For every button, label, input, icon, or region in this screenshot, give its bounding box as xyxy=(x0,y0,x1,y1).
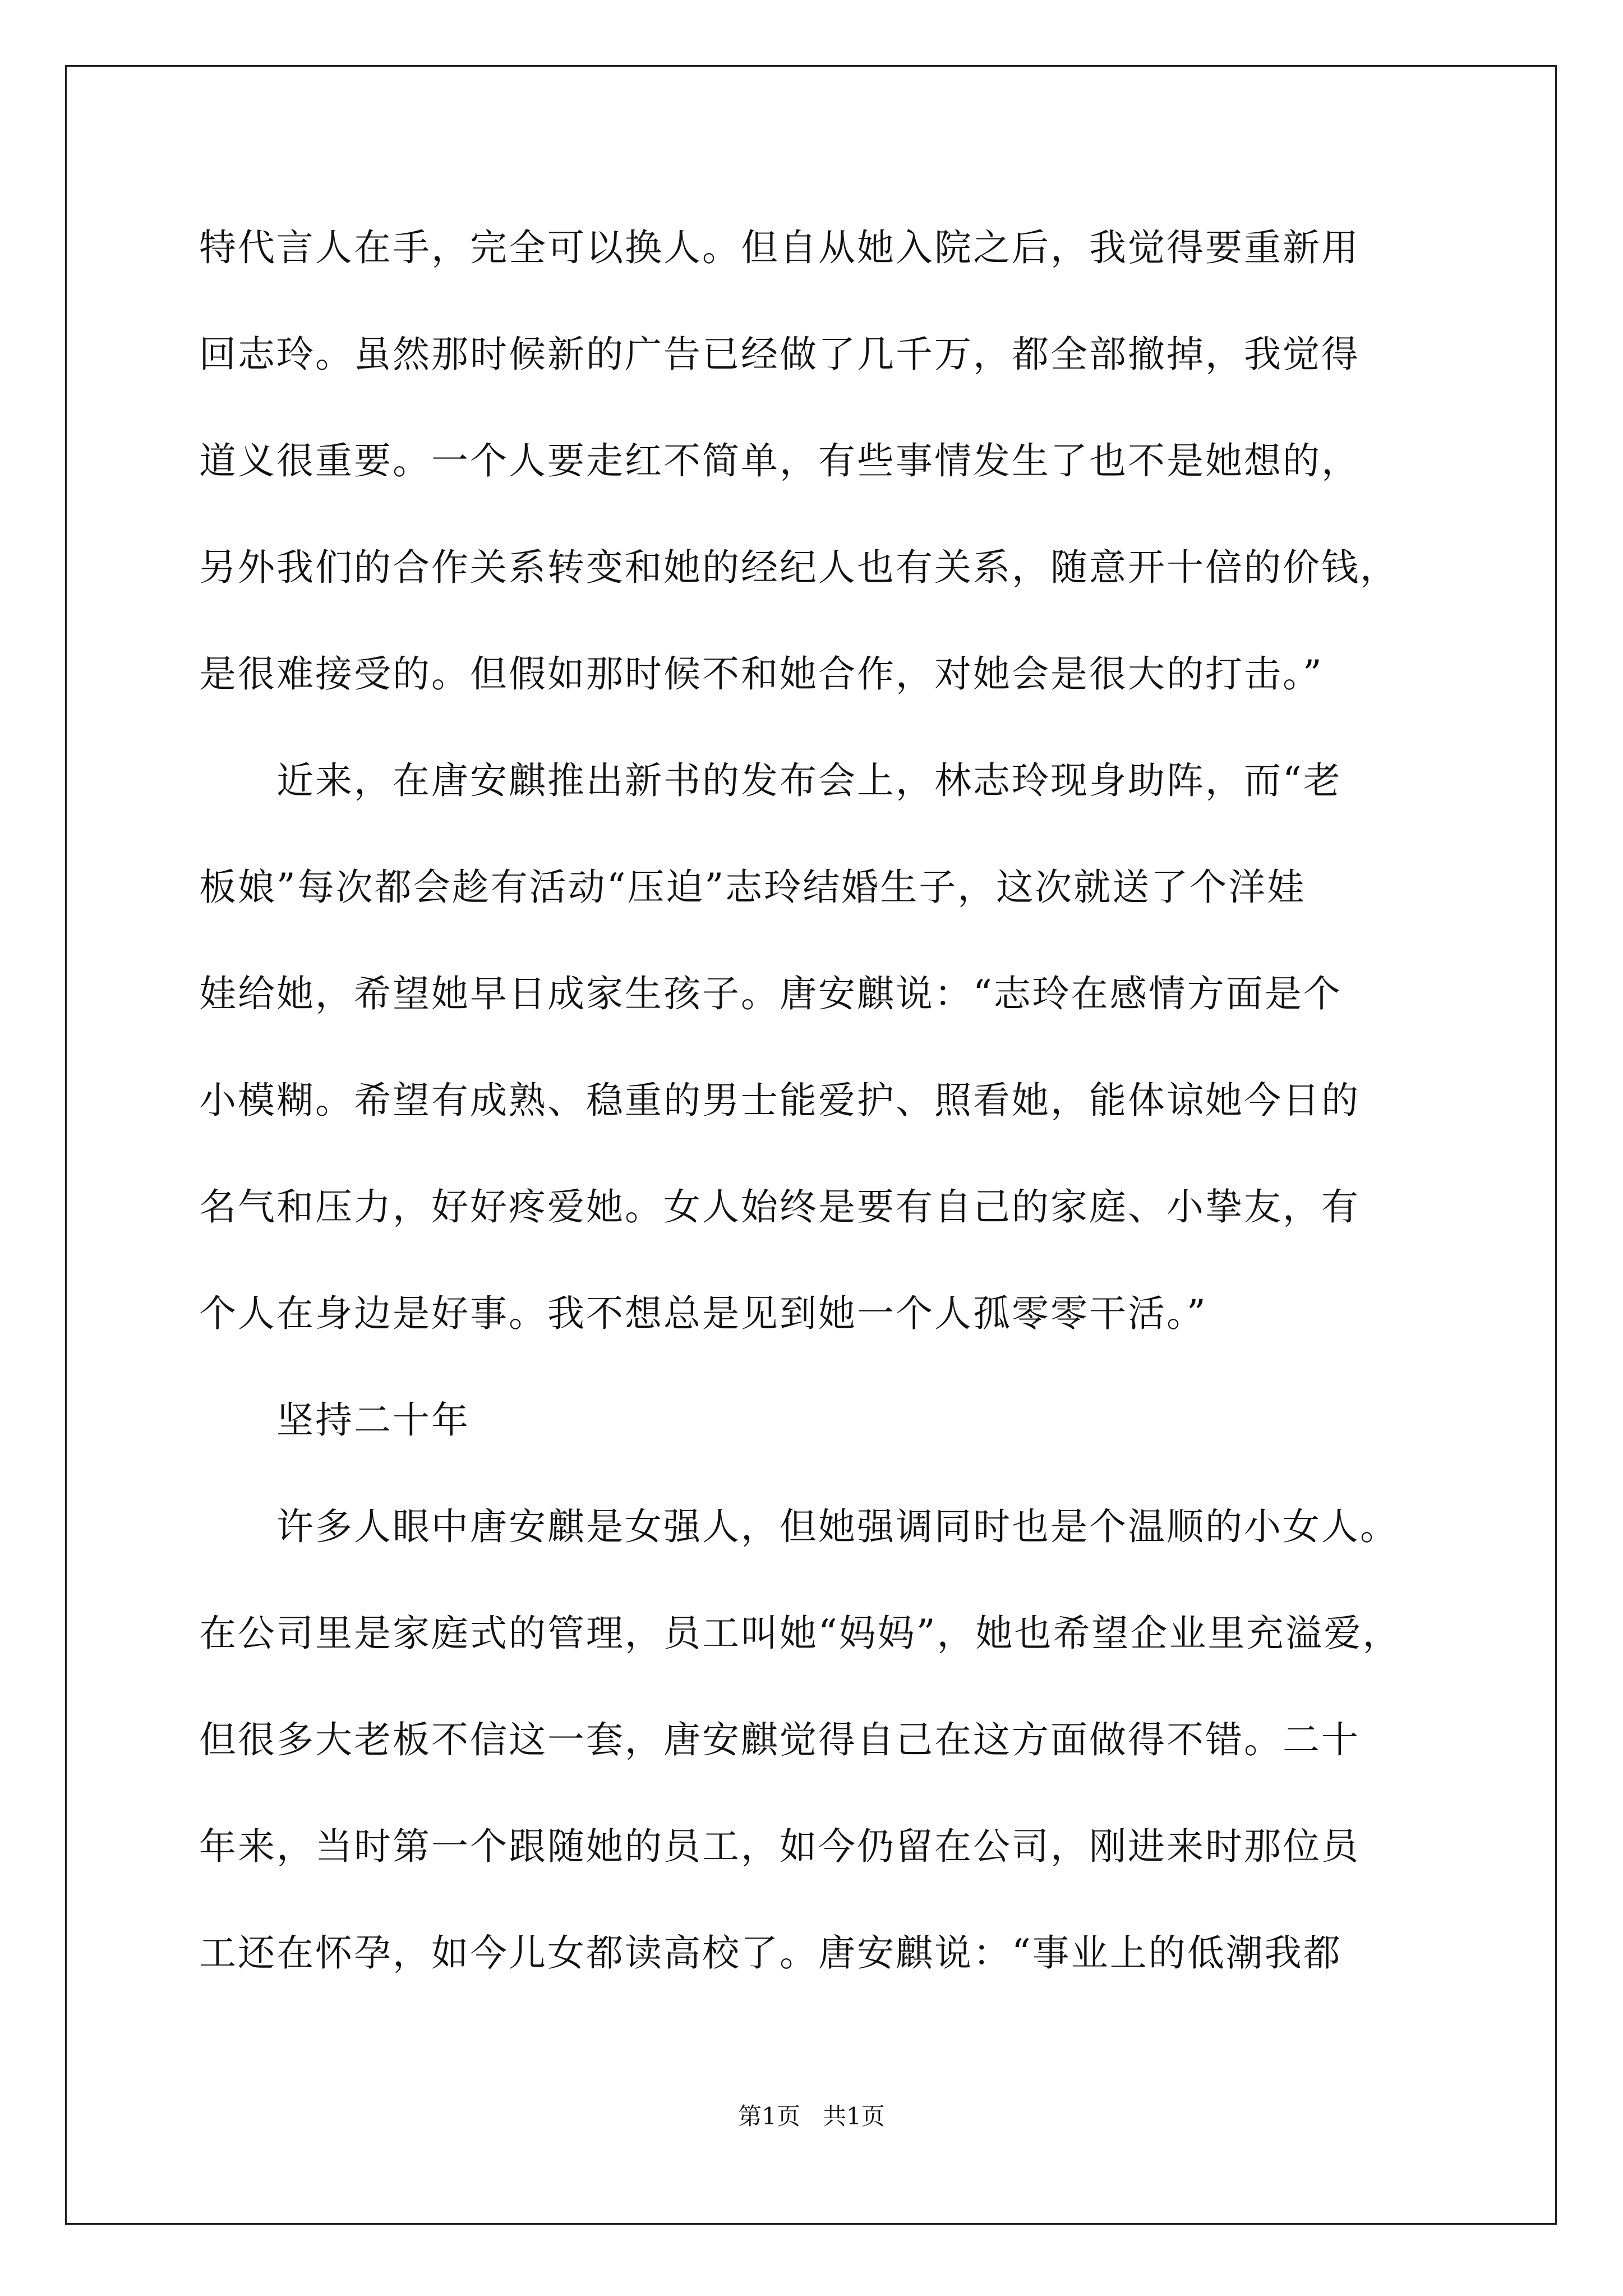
body-text-line: 工还在怀孕，如今儿女都读高校了。唐安麒说：“事业上的低潮我都 xyxy=(199,1931,1342,1975)
page-border xyxy=(65,65,1557,2225)
body-text-line: 名气和压力，好好疼爱她。女人始终是要有自己的家庭、小挚友，有 xyxy=(199,1185,1360,1228)
body-text-line: 道义很重要。一个人要走红不简单，有些事情发生了也不是她想的， xyxy=(199,439,1360,482)
body-text-line: 娃给她，希望她早日成家生孩子。唐安麒说：“志玲在感情方面是个 xyxy=(199,972,1342,1015)
body-text-line: 小模糊。希望有成熟、稳重的男士能爱护、照看她，能体谅她今日的 xyxy=(199,1079,1360,1122)
body-text-line: 回志玲。虽然那时候新的广告已经做了几千万，都全部撤掉，我觉得 xyxy=(199,333,1360,376)
body-text-line: 近来，在唐安麒推出新书的发布会上，林志玲现身助阵，而“老 xyxy=(199,759,1342,802)
body-text-line: 许多人眼中唐安麒是女强人，但她强调同时也是个温顺的小女人。 xyxy=(199,1505,1399,1548)
body-text-line: 但很多大老板不信这一套，唐安麒觉得自己在这方面做得不错。二十 xyxy=(199,1718,1360,1761)
body-text-line: 在公司里是家庭式的管理，员工叫她“妈妈”，她也希望企业里充溢爱， xyxy=(199,1612,1401,1655)
body-text-line: 是很难接受的。但假如那时候不和她合作，对她会是很大的打击。” xyxy=(199,652,1324,696)
body-text-line: 另外我们的合作关系转变和她的经纪人也有关系，随意开十倍的价钱， xyxy=(199,546,1399,589)
body-text-line: 特代言人在手，完全可以换人。但自从她入院之后，我觉得要重新用 xyxy=(199,226,1360,269)
body-text-line: 个人在身边是好事。我不想总是见到她一个人孤零零干活。” xyxy=(199,1292,1207,1335)
body-text-line: 板娘”每次都会趁有活动“压迫”志玲结婚生子，这次就送了个洋娃 xyxy=(199,866,1306,909)
section-heading: 坚持二十年 xyxy=(199,1398,470,1442)
page-number-footer: 第1页 共1页 xyxy=(738,2102,885,2130)
body-text-line: 年来，当时第一个跟随她的员工，如今仍留在公司，刚进来时那位员 xyxy=(199,1825,1360,1868)
